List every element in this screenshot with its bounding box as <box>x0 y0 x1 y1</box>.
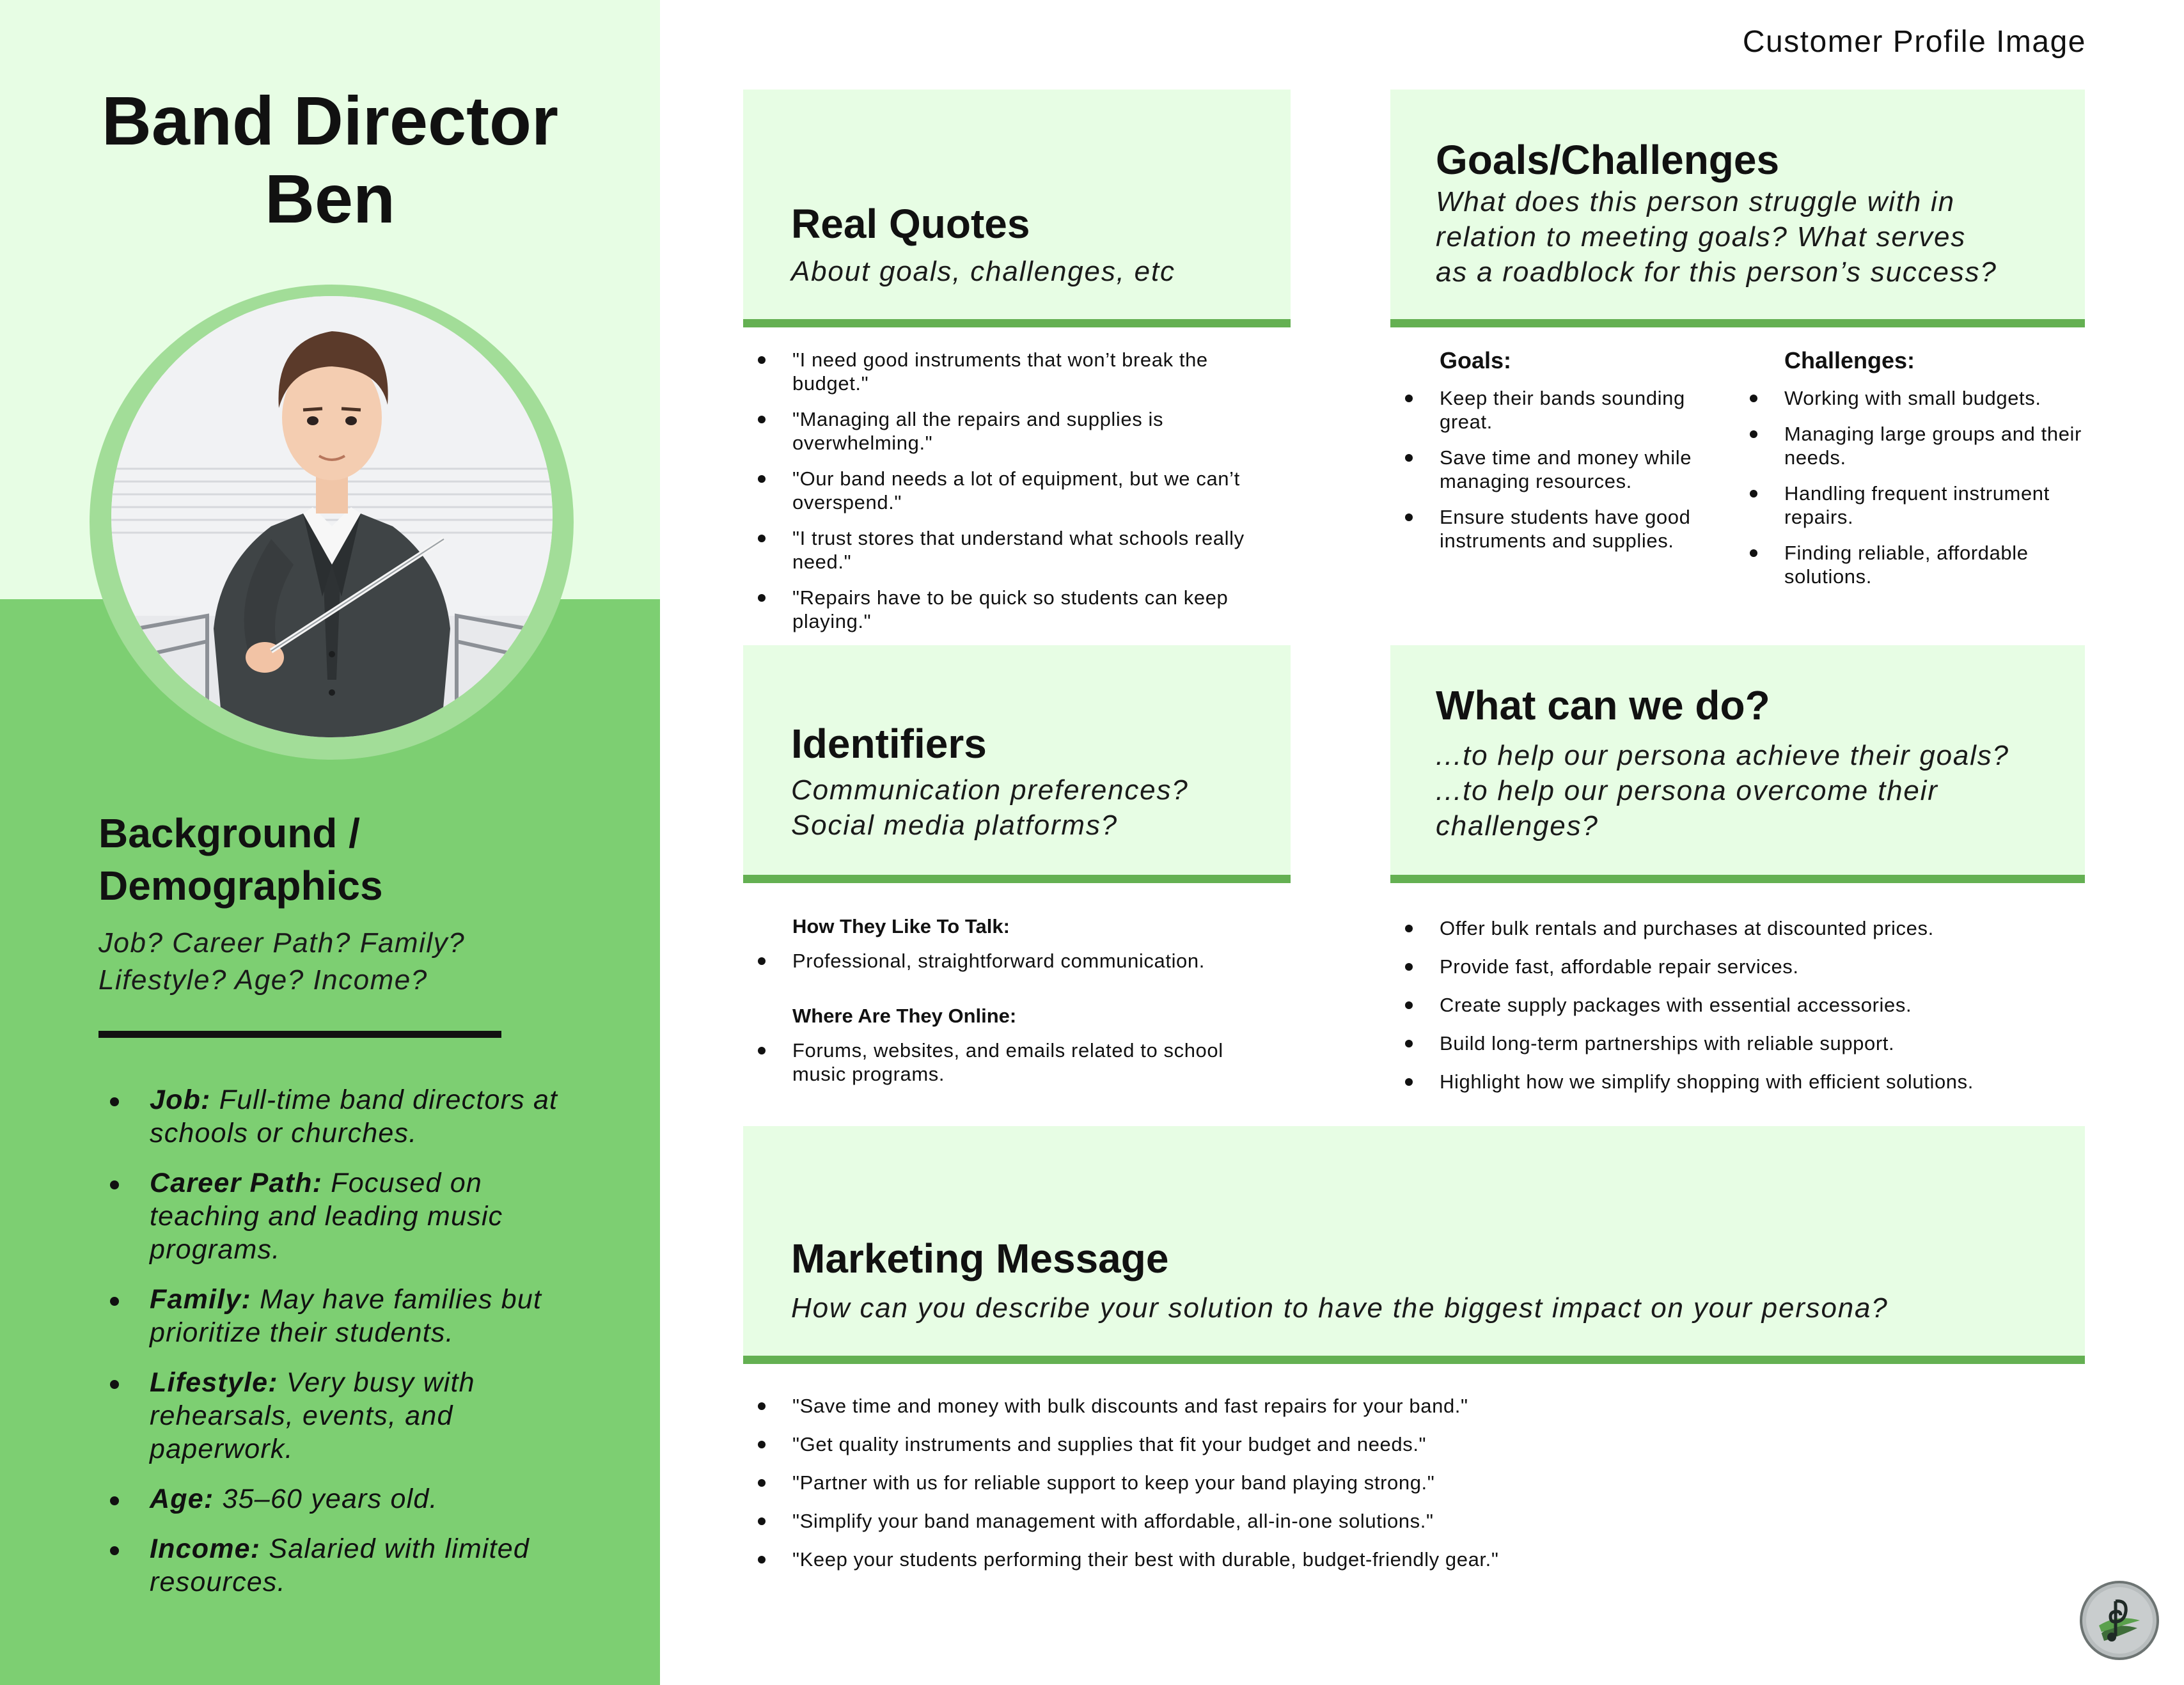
goal-text: Ensure students have good instruments and supplies. <box>1440 506 1691 552</box>
online-list <box>751 1038 1263 1098</box>
list-item <box>98 1366 585 1466</box>
quote-text: "Repairs have to be quick so students can keep playing." <box>792 586 1229 632</box>
quote-text: "Our band needs a lot of equipment, but we can’t overspend." <box>792 467 1240 513</box>
bullet-icon <box>1405 454 1413 462</box>
identifiers-title: Identifiers <box>791 721 987 767</box>
bullet-icon <box>110 1496 119 1505</box>
marketing-text: "Keep your students performing their best with durable, budget-friendly gear." <box>792 1548 1499 1571</box>
list-item <box>751 1548 2031 1571</box>
item-label: Lifestyle: <box>150 1367 278 1398</box>
list-item <box>98 1083 585 1150</box>
goal-text: Save time and money while managing resources. <box>1440 446 1692 492</box>
talk-label: How They Like To Talk: <box>792 915 1010 937</box>
list-item <box>1399 1031 2077 1055</box>
list-item <box>1743 541 2082 588</box>
list-item <box>751 407 1263 455</box>
bullet-icon <box>758 1441 766 1448</box>
list-item <box>98 1482 585 1516</box>
what-can-we-do-subtitle-line3: challenges? <box>1436 810 1599 842</box>
item-text: Full-time band directors at schools or churches. <box>150 1085 558 1148</box>
action-text: Build long-term partnerships with reliable support. <box>1440 1032 1895 1054</box>
goals-subtitle <box>1436 184 2075 290</box>
online-text: Forums, websites, and emails related to school music programs. <box>792 1039 1223 1085</box>
what-can-we-do-subtitle-line1: ...to help our persona achieve their goals? <box>1436 740 2009 771</box>
talk-list <box>751 949 1263 985</box>
background-heading-line2: Demographics <box>98 863 383 909</box>
item-text: Focused on teaching and leading music programs. <box>150 1168 503 1265</box>
bullet-icon <box>758 416 766 423</box>
action-text: Create supply packages with essential accessories. <box>1440 994 1912 1016</box>
list-item <box>751 1394 2031 1418</box>
bullet-icon <box>110 1097 119 1106</box>
list-item <box>1743 422 2082 469</box>
challenge-text: Working with small budgets. <box>1784 387 2041 409</box>
list-item <box>751 526 1263 574</box>
band-director-avatar-image <box>111 296 553 737</box>
marketing-text: "Simplify your band management with affordable, all-in-one solutions." <box>792 1510 1434 1532</box>
bullet-icon <box>758 1517 766 1525</box>
marketing-title: Marketing Message <box>791 1235 1169 1281</box>
marketing-list <box>751 1394 2031 1586</box>
list-item <box>1743 482 2082 529</box>
bullet-icon <box>1750 395 1757 402</box>
action-text: Highlight how we simplify shopping with efficient solutions. <box>1440 1070 1974 1093</box>
list-item <box>1743 386 2082 410</box>
list-item <box>751 586 1263 633</box>
music-store-logo-icon <box>2080 1581 2159 1660</box>
identifiers-subtitle <box>791 772 1277 843</box>
quote-text: "I trust stores that understand what schools really need." <box>792 527 1245 573</box>
item-text: Salaried with limited resources. <box>150 1533 530 1597</box>
background-heading-line1: Background / <box>98 810 360 856</box>
bullet-icon <box>110 1297 119 1306</box>
list-item <box>751 1471 2031 1494</box>
what-can-we-do-title: What can we do? <box>1436 682 1770 728</box>
what-can-we-do-subtitle <box>1436 738 2075 843</box>
bullet-icon <box>1405 1040 1413 1047</box>
challenge-text: Finding reliable, affordable solutions. <box>1784 542 2029 588</box>
bullet-icon <box>1405 513 1413 521</box>
item-text: Very busy with rehearsals, events, and paperwork. <box>150 1367 475 1464</box>
bullet-icon <box>1405 395 1413 402</box>
bullet-icon <box>758 1556 766 1564</box>
list-item <box>1399 993 2077 1017</box>
item-label: Job: <box>150 1085 211 1115</box>
list-item <box>98 1283 585 1349</box>
item-label: Income: <box>150 1533 261 1564</box>
avatar <box>111 296 553 737</box>
goals-list <box>1399 386 1718 565</box>
list-item <box>751 467 1263 514</box>
goals-subtitle-line2: relation to meeting goals? What serves <box>1436 221 1967 253</box>
bullet-icon <box>110 1546 119 1555</box>
list-item <box>1399 505 1718 553</box>
identifiers-subtitle-line2: Social media platforms? <box>791 810 1118 841</box>
item-label: Family: <box>150 1284 251 1315</box>
challenge-text: Managing large groups and their needs. <box>1784 423 2082 469</box>
bullet-icon <box>1750 490 1757 498</box>
bullet-icon <box>110 1380 119 1389</box>
quotes-list <box>751 348 1263 645</box>
bullet-icon <box>1405 925 1413 932</box>
item-label: Career Path: <box>150 1168 323 1198</box>
actions-list <box>1399 916 2077 1108</box>
list-item <box>1399 446 1718 493</box>
challenges-label: Challenges: <box>1784 347 1915 373</box>
goals-title: Goals/Challenges <box>1436 137 1780 183</box>
list-item <box>1399 386 1718 434</box>
goals-label: Goals: <box>1440 347 1512 373</box>
list-item <box>98 1532 585 1599</box>
marketing-subtitle: How can you describe your solution to have the biggest impact on your persona? <box>791 1292 1889 1324</box>
list-item <box>751 1038 1263 1086</box>
persona-name <box>0 82 660 238</box>
logo-graphic <box>2082 1583 2157 1658</box>
background-list <box>98 1083 585 1615</box>
action-text: Provide fast, affordable repair services. <box>1440 955 1799 978</box>
marketing-text: "Get quality instruments and supplies that fit your budget and needs." <box>792 1433 1427 1455</box>
action-text: Offer bulk rentals and purchases at discounted prices. <box>1440 917 1934 939</box>
bullet-icon <box>758 957 766 965</box>
quotes-subtitle: About goals, challenges, etc <box>791 256 1175 287</box>
persona-name-line2: Ben <box>264 160 396 237</box>
quote-text: "Managing all the repairs and supplies is overwhelming." <box>792 408 1164 454</box>
background-subtitle-line1: Job? Career Path? Family? <box>98 927 466 959</box>
marketing-text: "Partner with us for reliable support to keep your band playing strong." <box>792 1471 1435 1494</box>
bullet-icon <box>758 475 766 483</box>
bullet-icon <box>1405 1078 1413 1086</box>
what-can-we-do-subtitle-line2: ...to help our persona overcome their <box>1436 775 1938 806</box>
page-header-label: Customer Profile Image <box>1742 25 2086 59</box>
item-text: 35–60 years old. <box>214 1484 438 1514</box>
bullet-icon <box>758 356 766 364</box>
list-item <box>1399 916 2077 940</box>
bullet-icon <box>758 594 766 602</box>
background-subtitle <box>98 925 623 999</box>
marketing-text: "Save time and money with bulk discounts and fast repairs for your band." <box>792 1395 1468 1417</box>
item-label: Age: <box>150 1484 214 1514</box>
bullet-icon <box>1405 963 1413 971</box>
goals-subtitle-line3: as a roadblock for this person’s success? <box>1436 256 1997 288</box>
list-item <box>751 949 1263 973</box>
item-text: May have families but prioritize their students. <box>150 1284 542 1348</box>
background-heading <box>98 807 610 912</box>
persona-name-line1: Band Director <box>101 82 559 159</box>
challenge-text: Handling frequent instrument repairs. <box>1784 482 2050 528</box>
list-item <box>1399 1070 2077 1093</box>
list-item <box>98 1166 585 1266</box>
challenges-list <box>1743 386 2082 600</box>
list-item <box>751 348 1263 395</box>
background-subtitle-line2: Lifestyle? Age? Income? <box>98 964 428 996</box>
bullet-icon <box>1750 549 1757 557</box>
bullet-icon <box>1750 430 1757 438</box>
bullet-icon <box>758 1479 766 1487</box>
online-label: Where Are They Online: <box>792 1005 1017 1027</box>
background-divider <box>98 1031 501 1038</box>
list-item <box>751 1432 2031 1456</box>
goals-subtitle-line1: What does this person struggle with in <box>1436 186 1955 217</box>
bullet-icon <box>758 535 766 542</box>
identifiers-subtitle-line1: Communication preferences? <box>791 774 1189 806</box>
list-item <box>751 1509 2031 1533</box>
list-item <box>1399 955 2077 978</box>
quotes-title: Real Quotes <box>791 201 1030 247</box>
goal-text: Keep their bands sounding great. <box>1440 387 1685 433</box>
bullet-icon <box>1405 1001 1413 1009</box>
bullet-icon <box>758 1047 766 1054</box>
talk-text: Professional, straightforward communication. <box>792 950 1205 972</box>
quote-text: "I need good instruments that won’t break the budget." <box>792 349 1208 395</box>
bullet-icon <box>110 1180 119 1189</box>
bullet-icon <box>758 1402 766 1410</box>
